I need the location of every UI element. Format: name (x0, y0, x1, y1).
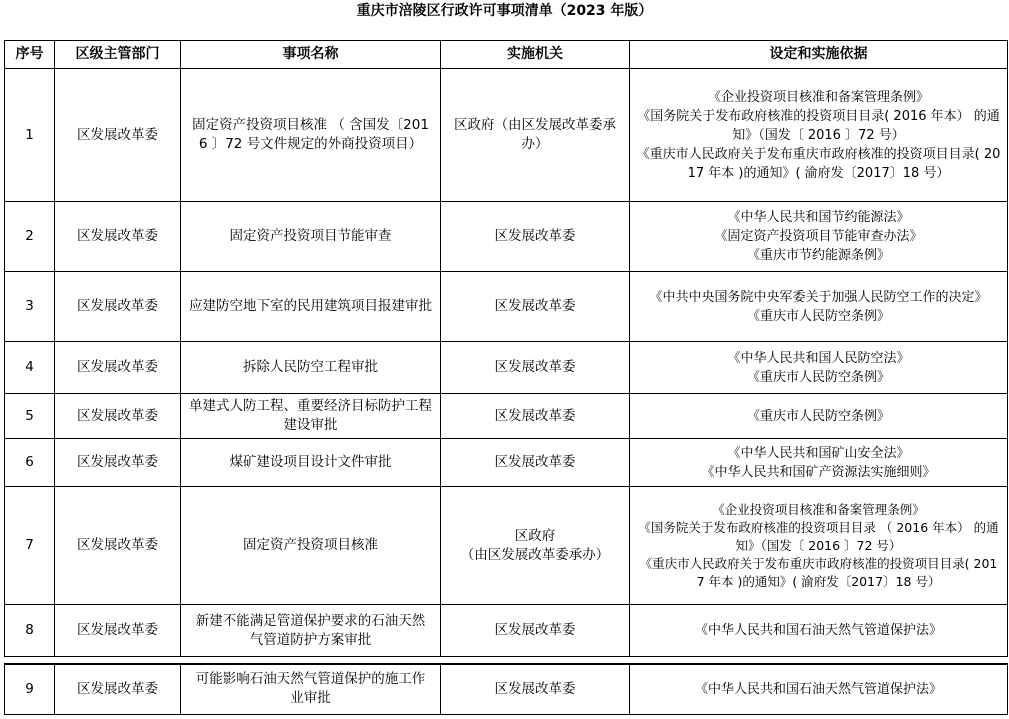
row-item: 煤矿建设项目设计文件审批 (181, 439, 441, 487)
basis-line: 《中华人民共和国石油天然气管道保护法》 (694, 681, 942, 697)
header-no: 序号 (5, 41, 55, 69)
row-basis (630, 342, 1008, 394)
header-agency: 实施机关 (441, 41, 630, 69)
table-row (5, 272, 1008, 342)
basis-line: 《重庆市人民政府关于发布重庆市政府核准的投资项目目录( 2017 年本 )的通知》( 渝府发〔2017〕18 号） (639, 555, 998, 589)
table-row (5, 605, 1008, 657)
row-basis (630, 202, 1008, 272)
basis-line: 《国务院关于发布政府核准的投资项目目录 （ 2016 年本） 的通知》（国发〔 2016 〕72 号） (638, 519, 999, 553)
table-row (5, 439, 1008, 487)
basis-line: 《中华人民共和国矿山安全法》 (727, 445, 910, 461)
table-row (5, 487, 1008, 605)
basis-line: 《中华人民共和国矿产资源法实施细则》 (701, 464, 936, 480)
basis-line: 《企业投资项目核准和备案管理条例》 (712, 501, 925, 517)
row-agency: 区发展改革委 (441, 272, 630, 342)
row-dept: 区发展改革委 (55, 202, 181, 272)
basis-line: 《中共中央国务院中央军委关于加强人民防空工作的决定》 (649, 289, 988, 305)
basis-line: 《固定资产投资项目节能审查办法》 (714, 229, 923, 244)
row-basis (630, 272, 1008, 342)
basis-line: 《中华人民共和国人民防空法》 (727, 350, 910, 366)
basis-line: 《中华人民共和国节约能源法》 (727, 210, 910, 225)
row-agency: 区政府 （由区发展改革委承办） (441, 487, 630, 605)
row-dept: 区发展改革委 (55, 272, 181, 342)
row-item: 可能影响石油天然气管道保护的施工作业审批 (181, 664, 441, 714)
row-basis (630, 664, 1008, 714)
row-agency: 区发展改革委 (441, 664, 630, 714)
row-item: 固定资产投资项目核准 （ 含国发〔2016 〕72 号文件规定的外商投资项目） (181, 69, 441, 202)
row-item: 拆除人民防空工程审批 (181, 342, 441, 394)
row-item: 固定资产投资项目节能审查 (181, 202, 441, 272)
table-row (5, 394, 1008, 439)
table-row (5, 342, 1008, 394)
row-dept: 区发展改革委 (55, 342, 181, 394)
page-break-gap (5, 657, 1008, 665)
row-dept: 区发展改革委 (55, 664, 181, 714)
table-header-row (5, 41, 1008, 69)
row-dept: 区发展改革委 (55, 69, 181, 202)
table-row (5, 69, 1008, 202)
permit-table (4, 40, 1008, 715)
row-no: 3 (5, 272, 55, 342)
header-basis: 设定和实施依据 (630, 41, 1008, 69)
basis-line: 《重庆市人民防空条例》 (746, 308, 890, 324)
row-agency: 区发展改革委 (441, 439, 630, 487)
basis-line: 《重庆市人民防空条例》 (746, 408, 890, 424)
header-dept: 区级主管部门 (55, 41, 181, 69)
row-agency: 区发展改革委 (441, 394, 630, 439)
row-agency: 区发展改革委 (441, 202, 630, 272)
row-basis (630, 394, 1008, 439)
row-no: 2 (5, 202, 55, 272)
row-no: 9 (5, 664, 55, 714)
row-dept: 区发展改革委 (55, 605, 181, 657)
basis-line: 《国务院关于发布政府核准的投资项目目录( 2016 年本） 的通知》（国发〔 2016 〕72 号） (637, 108, 1000, 143)
row-no: 6 (5, 439, 55, 487)
row-basis (630, 487, 1008, 605)
row-no: 5 (5, 394, 55, 439)
basis-line: 《重庆市人民防空条例》 (746, 369, 890, 385)
basis-line: 《重庆市节约能源条例》 (746, 248, 890, 263)
row-no: 4 (5, 342, 55, 394)
row-agency: 区政府（由区发展改革委承办） (441, 69, 630, 202)
row-dept: 区发展改革委 (55, 394, 181, 439)
row-dept: 区发展改革委 (55, 487, 181, 605)
table-row (5, 664, 1008, 714)
basis-line: 《重庆市人民政府关于发布重庆市政府核准的投资项目目录( 2017 年本 )的通知》( 渝府发〔2017〕18 号） (636, 146, 1001, 181)
row-basis (630, 605, 1008, 657)
row-agency: 区发展改革委 (441, 342, 630, 394)
row-item: 应建防空地下室的民用建筑项目报建审批 (181, 272, 441, 342)
row-item: 单建式人防工程、重要经济目标防护工程建设审批 (181, 394, 441, 439)
row-no: 8 (5, 605, 55, 657)
table-row (5, 202, 1008, 272)
row-no: 7 (5, 487, 55, 605)
row-no: 1 (5, 69, 55, 202)
basis-line: 《企业投资项目核准和备案管理条例》 (707, 89, 929, 105)
page-title: 重庆市涪陵区行政许可事项清单（2023 年版） (356, 3, 653, 19)
row-dept: 区发展改革委 (55, 439, 181, 487)
row-agency: 区发展改革委 (441, 605, 630, 657)
row-item: 新建不能满足管道保护要求的石油天然气管道防护方案审批 (181, 605, 441, 657)
basis-line: 《中华人民共和国石油天然气管道保护法》 (694, 623, 942, 638)
row-item: 固定资产投资项目核准 (181, 487, 441, 605)
row-basis (630, 69, 1008, 202)
header-item: 事项名称 (181, 41, 441, 69)
row-basis (630, 439, 1008, 487)
